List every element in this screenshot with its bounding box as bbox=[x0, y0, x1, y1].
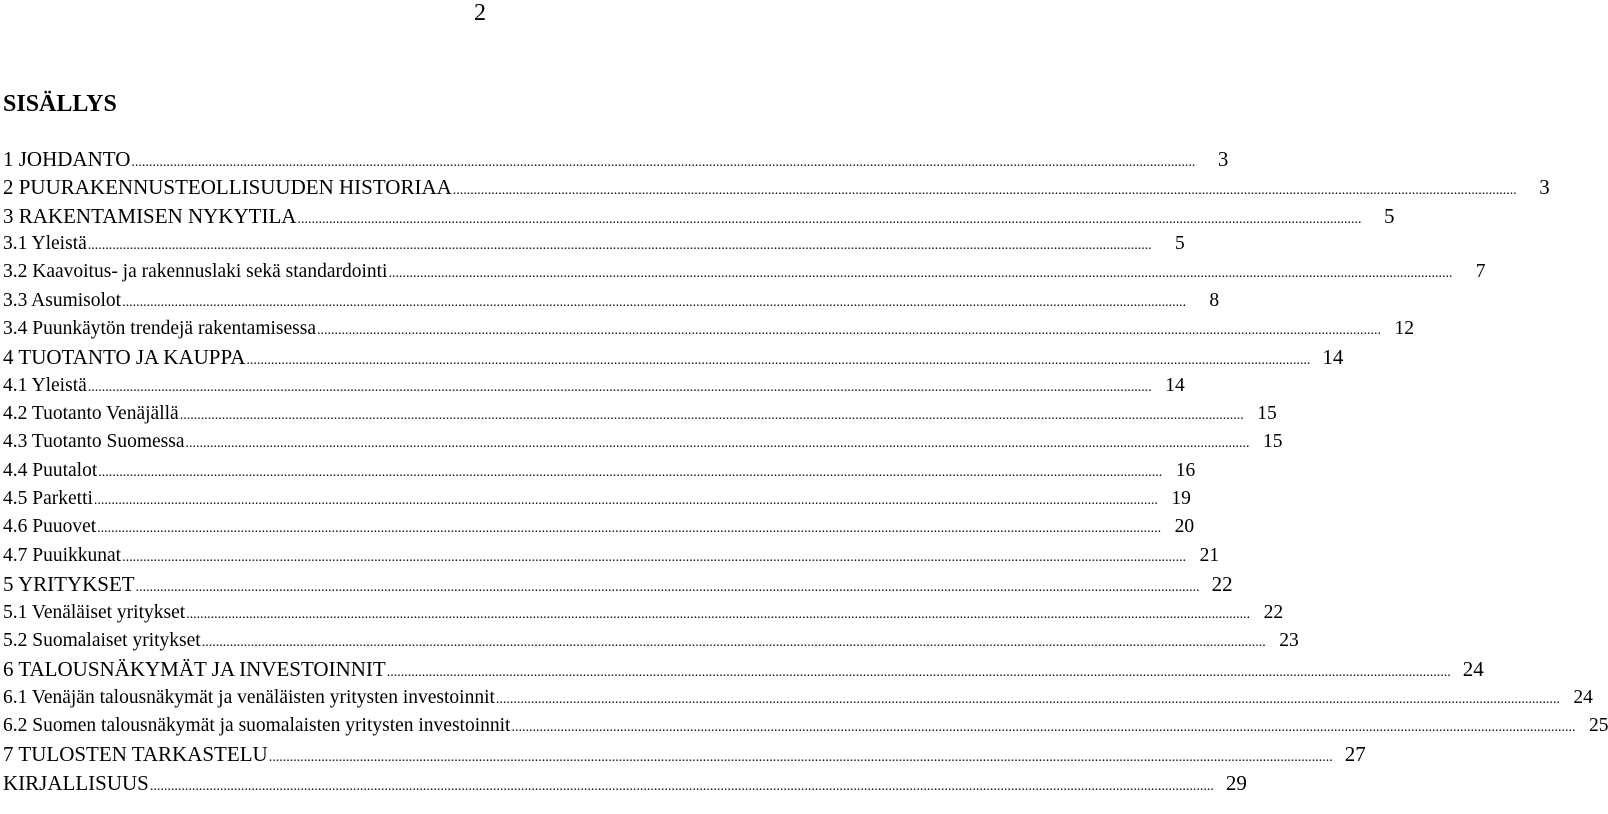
toc-entry-page-number: 14 bbox=[1165, 374, 1185, 396]
table-of-contents bbox=[3, 145, 1608, 797]
toc-entry[interactable] bbox=[3, 145, 1229, 173]
toc-entry-page-number: 24 bbox=[1462, 657, 1484, 682]
toc-entry[interactable] bbox=[3, 740, 1366, 768]
toc-dot-leader bbox=[269, 744, 1333, 772]
toc-entry-title: 3.3 Asumisolot bbox=[3, 289, 122, 311]
toc-entry-title: 4 TUOTANTO JA KAUPPA bbox=[3, 345, 246, 370]
toc-dot-leader bbox=[150, 773, 1214, 801]
page-number: 2 bbox=[474, 0, 486, 26]
toc-dot-leader bbox=[180, 402, 1244, 430]
toc-entry-title: 6 TALOUSNÄKYMÄT JA INVESTOINNIT bbox=[3, 657, 386, 682]
toc-entry-title: 3.1 Yleistä bbox=[3, 233, 87, 255]
toc-dot-leader bbox=[297, 206, 1361, 234]
toc-entry-page-number: 5 bbox=[1175, 233, 1185, 255]
toc-entry[interactable] bbox=[3, 230, 1185, 258]
toc-entry-page-number: 27 bbox=[1344, 742, 1366, 767]
toc-entry-title: 3.4 Puunkäytön trendejä rakentamisessa bbox=[3, 318, 316, 340]
toc-entry-title: 4.5 Parketti bbox=[3, 488, 93, 510]
toc-entry-page-number: 5 bbox=[1383, 203, 1395, 228]
toc-dot-leader bbox=[122, 544, 1186, 572]
toc-dot-leader bbox=[317, 317, 1381, 345]
toc-dot-leader bbox=[97, 515, 1161, 543]
toc-entry-title: 2 PUURAKENNUSTEOLLISUUDEN HISTORIAA bbox=[3, 175, 452, 200]
toc-dot-leader bbox=[453, 177, 1517, 205]
toc-entry-page-number: 7 bbox=[1475, 261, 1486, 283]
toc-entry-title: KIRJALLISUUS bbox=[3, 770, 149, 795]
toc-entry-page-number: 15 bbox=[1263, 431, 1283, 453]
toc-entry-title: 3 RAKENTAMISEN NYKYTILA bbox=[3, 203, 297, 228]
toc-entry-title: 5.2 Suomalaiset yritykset bbox=[3, 629, 201, 651]
toc-entry-page-number: 12 bbox=[1394, 318, 1414, 340]
toc-dot-leader bbox=[136, 574, 1200, 602]
toc-entry-title: 4.3 Tuotanto Suomessa bbox=[3, 431, 185, 453]
toc-entry-title: 4.2 Tuotanto Venäjällä bbox=[3, 403, 179, 425]
toc-dot-leader bbox=[496, 686, 1560, 714]
toc-entry[interactable] bbox=[3, 485, 1191, 513]
toc-entry-page-number: 3 bbox=[1539, 175, 1550, 200]
toc-entry-title: 4.1 Yleistä bbox=[3, 374, 87, 396]
toc-entry-page-number: 25 bbox=[1588, 714, 1608, 736]
toc-entry[interactable] bbox=[3, 684, 1593, 712]
toc-entry-page-number: 23 bbox=[1279, 629, 1299, 651]
toc-entry[interactable] bbox=[3, 599, 1284, 627]
toc-entry-page-number: 20 bbox=[1174, 516, 1195, 538]
toc-entry-title: 6.1 Venäjän talousnäkymät ja venäläisten yritysten investoinnit bbox=[3, 686, 495, 708]
toc-entry[interactable] bbox=[3, 287, 1220, 315]
toc-entry[interactable] bbox=[3, 457, 1196, 485]
toc-entry-title: 5.1 Venäläiset yritykset bbox=[3, 601, 186, 623]
toc-entry[interactable] bbox=[3, 627, 1299, 655]
toc-entry-page-number: 29 bbox=[1225, 770, 1247, 795]
toc-dot-leader bbox=[186, 430, 1250, 458]
toc-entry-page-number: 22 bbox=[1263, 601, 1284, 623]
toc-entry-page-number: 16 bbox=[1175, 459, 1196, 481]
toc-entry[interactable] bbox=[3, 202, 1395, 230]
toc-entry-title: 4.6 Puuovet bbox=[3, 516, 97, 538]
toc-entry-title: 3.2 Kaavoitus- ja rakennuslaki sekä standardointi bbox=[3, 261, 388, 283]
toc-entry[interactable] bbox=[3, 712, 1608, 740]
toc-entry-page-number: 8 bbox=[1209, 289, 1220, 311]
toc-entry-page-number: 3 bbox=[1217, 147, 1229, 171]
toc-entry[interactable] bbox=[3, 343, 1344, 371]
toc-entry-page-number: 24 bbox=[1573, 686, 1593, 708]
toc-entry[interactable] bbox=[3, 258, 1486, 286]
toc-entry-page-number: 15 bbox=[1257, 403, 1277, 425]
toc-entry[interactable] bbox=[3, 513, 1195, 541]
toc-dot-leader bbox=[94, 487, 1158, 515]
toc-entry[interactable] bbox=[3, 428, 1283, 456]
toc-entry[interactable] bbox=[3, 542, 1220, 570]
toc-entry-page-number: 19 bbox=[1171, 488, 1191, 510]
toc-entry-page-number: 21 bbox=[1199, 544, 1220, 566]
toc-entry[interactable] bbox=[3, 769, 1247, 797]
toc-entry-title: 4.7 Puuikkunat bbox=[3, 544, 122, 566]
toc-entry-title: 1 JOHDANTO bbox=[3, 147, 131, 171]
toc-dot-leader bbox=[511, 714, 1575, 742]
toc-entry-title: 5 YRITYKSET bbox=[3, 572, 135, 597]
toc-heading: SISÄLLYS bbox=[3, 91, 117, 117]
toc-dot-leader bbox=[202, 629, 1266, 657]
toc-entry[interactable] bbox=[3, 400, 1277, 428]
toc-dot-leader bbox=[387, 659, 1451, 687]
toc-entry[interactable] bbox=[3, 372, 1185, 400]
toc-dot-leader bbox=[88, 374, 1152, 402]
toc-entry[interactable] bbox=[3, 315, 1414, 343]
toc-dot-leader bbox=[122, 289, 1186, 317]
toc-entry[interactable] bbox=[3, 173, 1550, 201]
toc-dot-leader bbox=[98, 459, 1162, 487]
toc-entry[interactable] bbox=[3, 570, 1233, 598]
toc-entry-title: 7 TULOSTEN TARKASTELU bbox=[3, 742, 268, 767]
toc-entry-page-number: 22 bbox=[1211, 572, 1233, 597]
toc-dot-leader bbox=[88, 232, 1152, 260]
toc-dot-leader bbox=[186, 601, 1250, 629]
toc-entry-title: 6.2 Suomen talousnäkymät ja suomalaisten yritysten investoinnit bbox=[3, 714, 511, 736]
toc-entry[interactable] bbox=[3, 655, 1484, 683]
toc-entry-title: 4.4 Puutalot bbox=[3, 459, 98, 481]
toc-dot-leader bbox=[388, 260, 1452, 288]
toc-entry-page-number: 14 bbox=[1322, 345, 1344, 370]
